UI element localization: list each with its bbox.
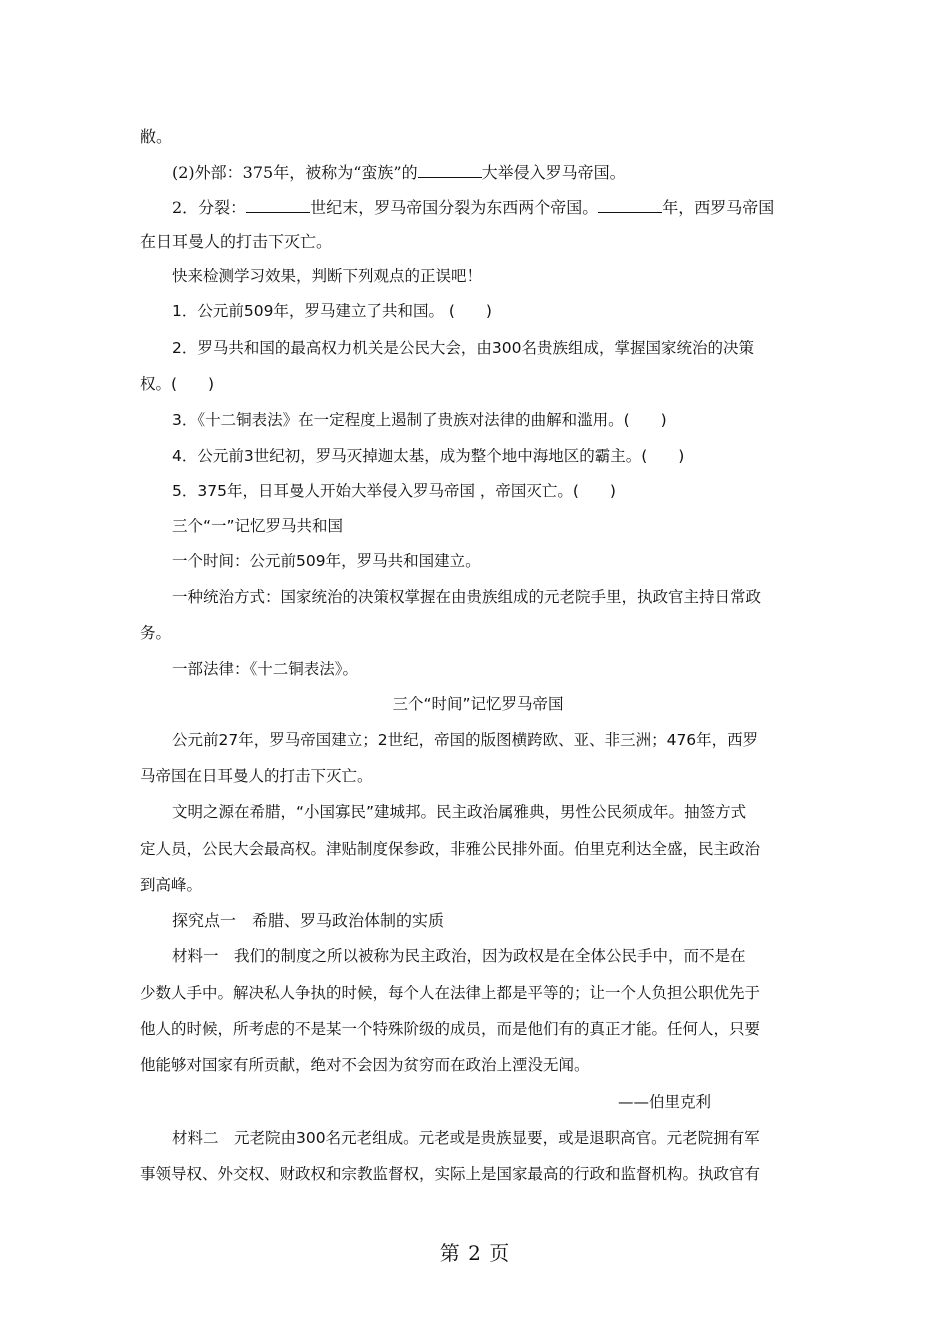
quiz-item-continued: 权。( ) (140, 375, 215, 393)
fill-blank (246, 196, 310, 213)
text-line: 到高峰。 (140, 876, 203, 894)
text-segment: 2．分裂： (172, 198, 247, 217)
text-line: 一个时间：公元前509年，罗马共和国建立。 (172, 552, 481, 570)
material-text: 材料一 我们的制度之所以被称为民主政治，因为政权是在全体公民手中，而不是在 (172, 947, 746, 965)
text-line: 一部法律：《十二铜表法》。 (172, 660, 359, 678)
text-line: 一种统治方式：国家统治的决策权掌握在由贵族组成的元老院手里，执政官主持日常政 (172, 588, 762, 606)
section-heading: 探究点一 希腊、罗马政治体制的实质 (172, 911, 445, 930)
text-segment: 世纪末，罗马帝国分裂为东西两个帝国。 (310, 198, 599, 217)
text-line: 定人员，公民大会最高权。津贴制度保参政，非雅公民排外面。伯里克利达全盛，民主政治 (140, 840, 761, 858)
fill-blank (598, 196, 662, 213)
quiz-item: 5．375年，日耳曼人开始大举侵入罗马帝国 ，帝国灭亡。( ) (172, 482, 616, 500)
material-text: 他人的时候，所考虑的不是某一个特殊阶级的成员，而是他们有的真正才能。任何人，只要 (140, 1020, 761, 1038)
material-text: 少数人手中。解决私人争执的时候，每个人在法律上都是平等的；让一个人负担公职优先于 (140, 984, 761, 1002)
section-heading: 三个“时间”记忆罗马帝国 (392, 695, 564, 713)
fill-blank (418, 161, 482, 178)
section-heading: 三个“一”记忆罗马共和国 (172, 517, 344, 535)
text-line: 公元前27年，罗马帝国建立；2世纪，帝国的版图横跨欧、亚、非三洲；476年，西罗 (172, 731, 759, 749)
quiz-item: 1．公元前509年，罗马建立了共和国。 ( ) (172, 302, 492, 320)
text-line: 敝。 (140, 127, 173, 146)
text-line: 在日耳曼人的打击下灭亡。 (140, 232, 333, 251)
text-segment: 年，西罗马帝国 (662, 198, 775, 217)
material-text: 事领导权、外交权、财政权和宗教监督权，实际上是国家最高的行政和监督机构。执政官有 (140, 1165, 761, 1183)
quiz-item: 4．公元前3世纪初，罗马灭掉迦太基，成为整个地中海地区的霸主。( ) (172, 447, 685, 465)
text-line: 马帝国在日耳曼人的打击下灭亡。 (140, 767, 373, 785)
page-number: 第 2 页 (439, 1241, 511, 1265)
text-segment: 大举侵入罗马帝国。 (481, 163, 626, 182)
text-line (172, 161, 816, 183)
quote-attribution: ——伯里克利 (618, 1093, 712, 1111)
material-text: 材料二 元老院由300名元老组成。元老或是贵族显要，或是退职高官。元老院拥有军 (172, 1129, 760, 1147)
text-line: 务。 (140, 624, 172, 642)
text-line (172, 196, 816, 218)
quiz-item: 3．《十二铜表法》在一定程度上遏制了贵族对法律的曲解和滥用。( ) (172, 411, 667, 429)
text-line: 文明之源在希腊，“小国寡民”建城邦。民主政治属雅典，男性公民须成年。抽签方式 (172, 803, 747, 821)
quiz-item: 2．罗马共和国的最高权力机关是公民大会，由300名贵族组成，掌握国家统治的决策 (172, 339, 754, 357)
text-segment: (2)外部：375年，被称为“蛮族”的 (172, 163, 418, 182)
section-heading: 快来检测学习效果，判断下列观点的正误吧！ (172, 267, 483, 285)
material-text: 他能够对国家有所贡献，绝对不会因为贫穷而在政治上湮没无闻。 (140, 1056, 590, 1074)
